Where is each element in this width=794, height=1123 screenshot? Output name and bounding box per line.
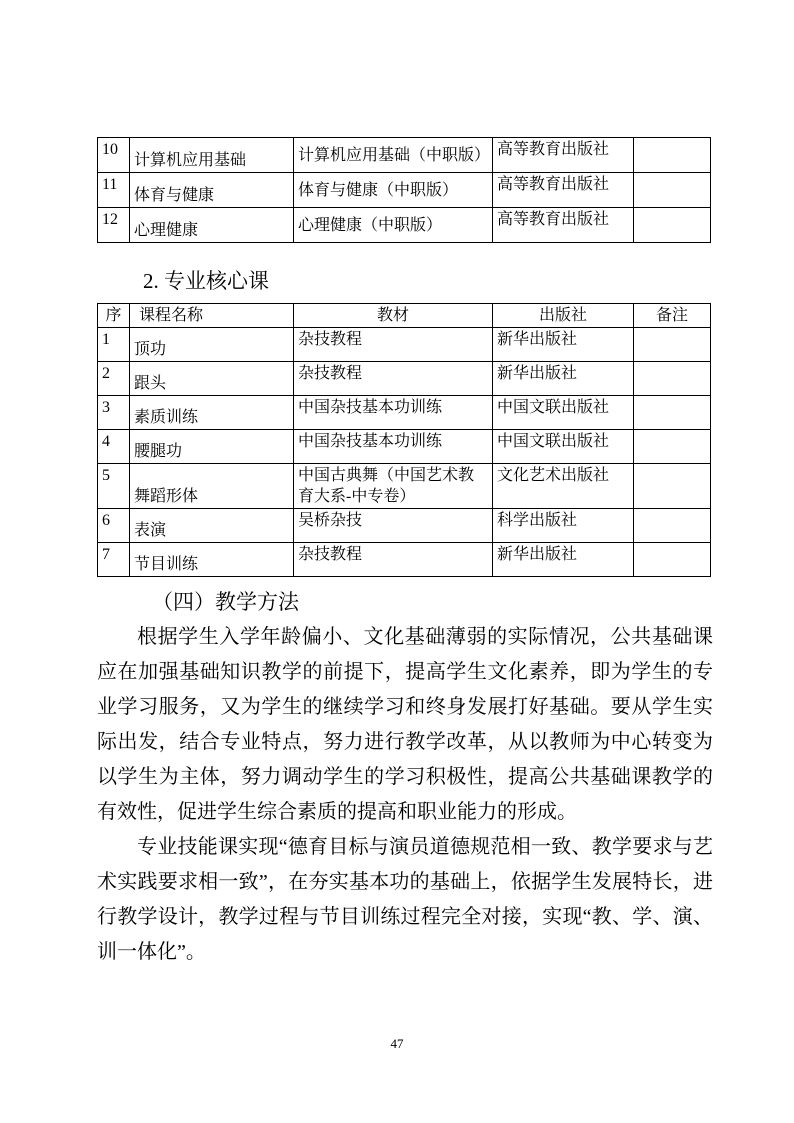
course-name-cell: 表演 xyxy=(130,509,294,543)
row-number-cell: 10 xyxy=(98,138,130,173)
course-name-cell: 计算机应用基础 xyxy=(130,138,294,173)
note-cell xyxy=(634,173,711,208)
course-name-cell: 腰腿功 xyxy=(130,430,294,464)
textbook-cell: 中国杂技基本功训练 xyxy=(294,396,493,430)
textbook-cell: 中国古典舞（中国艺术教育大系-中专卷） xyxy=(294,464,493,509)
table-row xyxy=(98,173,711,208)
section-heading-core-courses: 2. 专业核心课 xyxy=(143,269,269,293)
note-cell xyxy=(634,396,711,430)
note-cell xyxy=(634,328,711,362)
table-row xyxy=(98,396,711,430)
row-number-cell: 2 xyxy=(98,362,130,396)
paragraph-basic-course-methods: 根据学生入学年龄偏小、文化基础薄弱的实际情况，公共基础课应在加强基础知识教学的前提下，提高学生文化素养，即为学生的专业学习服务，又为学生的继续学习和终身发展打好基础。要从学生实际出发，结合专业特点，努力进行教学改革，从以教师为中心转变为以学生为主体，努力调动学生的学习积极性，提高公共基础课教学的有效性，促进学生综合素质的提高和职业能力的形成。 xyxy=(97,626,713,823)
table-row xyxy=(98,328,711,362)
note-cell xyxy=(634,509,711,543)
publisher-cell: 中国文联出版社 xyxy=(493,396,634,430)
textbook-cell: 杂技教程 xyxy=(294,328,493,362)
publisher-cell: 高等教育出版社 xyxy=(493,173,634,208)
paragraph-skill-course-methods: 专业技能课实现“德育目标与演员道德规范相一致、教学要求与艺术实践要求相一致”，在夯实基本功的基础上，依据学生发展特长，进行教学设计，教学过程与节目训练过程完全对接，实现“教、学、演、训一体化”。 xyxy=(97,836,713,963)
course-name-cell: 心理健康 xyxy=(130,208,294,243)
table-row xyxy=(98,509,711,543)
header-course-name: 课程名称 xyxy=(130,304,294,328)
header-publisher: 出版社 xyxy=(493,304,634,328)
header-no: 序 xyxy=(98,304,130,328)
publisher-cell: 科学出版社 xyxy=(493,509,634,543)
course-name-cell: 舞蹈形体 xyxy=(130,464,294,509)
publisher-cell: 新华出版社 xyxy=(493,543,634,577)
textbook-cell: 中国杂技基本功训练 xyxy=(294,430,493,464)
row-number-cell: 1 xyxy=(98,328,130,362)
publisher-cell: 新华出版社 xyxy=(493,328,634,362)
course-name-cell: 跟头 xyxy=(130,362,294,396)
course-name-cell: 顶功 xyxy=(130,328,294,362)
course-name-cell: 体育与健康 xyxy=(130,173,294,208)
core-course-table xyxy=(97,303,711,577)
table-row xyxy=(98,138,711,173)
course-name-cell: 节目训练 xyxy=(130,543,294,577)
note-cell xyxy=(634,138,711,173)
note-cell xyxy=(634,208,711,243)
note-cell xyxy=(634,362,711,396)
header-textbook: 教材 xyxy=(294,304,493,328)
textbook-cell: 计算机应用基础（中职版） xyxy=(294,138,493,173)
section-heading-teaching-methods: （四）教学方法 xyxy=(152,590,299,614)
textbook-cell: 吴桥杂技 xyxy=(294,509,493,543)
table-row xyxy=(98,543,711,577)
publisher-cell: 文化艺术出版社 xyxy=(493,464,634,509)
publisher-cell: 高等教育出版社 xyxy=(493,208,634,243)
row-number-cell: 11 xyxy=(98,173,130,208)
note-cell xyxy=(634,543,711,577)
table-row xyxy=(98,362,711,396)
table-row xyxy=(98,430,711,464)
publisher-cell: 高等教育出版社 xyxy=(493,138,634,173)
table-row xyxy=(98,208,711,243)
note-cell xyxy=(634,430,711,464)
body-text-block xyxy=(97,620,713,970)
table-row xyxy=(98,464,711,509)
row-number-cell: 4 xyxy=(98,430,130,464)
textbook-cell: 心理健康（中职版） xyxy=(294,208,493,243)
textbook-cell: 杂技教程 xyxy=(294,543,493,577)
row-number-cell: 12 xyxy=(98,208,130,243)
table-header-row xyxy=(98,304,711,328)
row-number-cell: 5 xyxy=(98,464,130,509)
row-number-cell: 6 xyxy=(98,509,130,543)
basic-course-table xyxy=(97,137,711,243)
row-number-cell: 3 xyxy=(98,396,130,430)
textbook-cell: 体育与健康（中职版） xyxy=(294,173,493,208)
publisher-cell: 中国文联出版社 xyxy=(493,430,634,464)
header-note: 备注 xyxy=(634,304,711,328)
note-cell xyxy=(634,464,711,509)
row-number-cell: 7 xyxy=(98,543,130,577)
page-number: 47 xyxy=(390,1036,404,1051)
textbook-cell: 杂技教程 xyxy=(294,362,493,396)
course-name-cell: 素质训练 xyxy=(130,396,294,430)
publisher-cell: 新华出版社 xyxy=(493,362,634,396)
